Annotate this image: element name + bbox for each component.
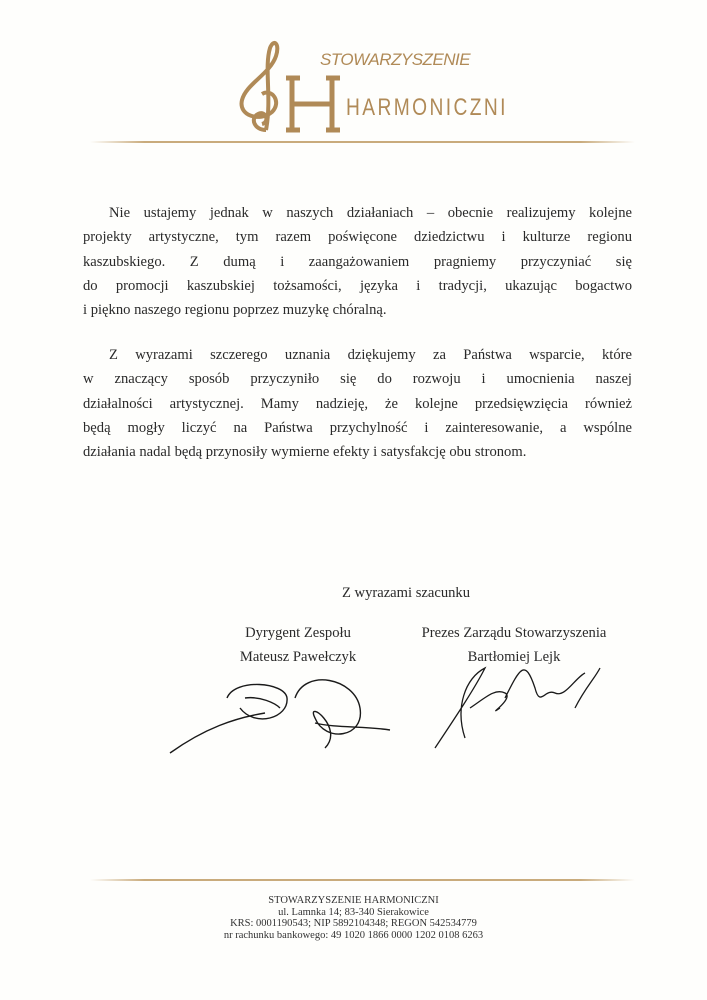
- logo-line2: HARMONICZNI: [346, 94, 508, 121]
- footer-bank: nr rachunku bankowego: 49 1020 1866 0000 1202 0108 6263: [223, 929, 484, 941]
- text-line: działania nadal będą przynosiły wymierne efekty i satysfakcję obu stronom.: [83, 444, 527, 461]
- text-line: Nie ustajemy jednak w naszych działaniach – obecnie realizujemy kolejne: [109, 205, 632, 221]
- text-line: i piękno naszego regionu poprzez muzykę chóralną.: [83, 302, 387, 319]
- signer-name: Mateusz Pawełczyk: [239, 649, 357, 665]
- footer-registry: KRS: 0001190543; NIP 5892104348; REGON 542534779: [230, 918, 477, 929]
- footer-org: STOWARZYSZENIE HARMONICZNI: [268, 895, 439, 906]
- handwritten-signature-president: [425, 648, 615, 758]
- logo-line1: STOWARZYSZENIE: [320, 50, 471, 69]
- footer: [0, 895, 707, 941]
- signature-block-conductor: [213, 621, 383, 669]
- text-line: Z wyrazami szczerego uznania dziękujemy za Państwa wsparcie, które: [109, 347, 632, 363]
- paragraph-1: [83, 201, 632, 322]
- footer-address: ul. Lamnka 14; 83-340 Sierakowice: [278, 906, 429, 918]
- signer-name: Bartłomiej Lejk: [467, 649, 561, 665]
- signer-role: Dyrygent Zespołu: [245, 625, 351, 641]
- text-line: w znaczący sposób przyczyniło się do rozwoju i umocnienia naszej: [83, 371, 632, 388]
- footer-divider: [90, 879, 635, 881]
- signer-role: Prezes Zarządu Stowarzyszenia: [421, 625, 607, 641]
- text-line: do promocji kaszubskiej tożsamości, języka i tradycji, ukazując bogactwo: [83, 277, 632, 294]
- text-line: projekty artystyczne, tym razem poświęcone dziedzictwu i kulturze regionu: [83, 229, 632, 246]
- logo: [236, 38, 508, 138]
- closing: Z wyrazami szacunku: [341, 585, 471, 601]
- text-line: kaszubskiego. Z dumą i zaangażowaniem pragniemy przyczyniać się: [83, 253, 632, 270]
- paragraph-2: [83, 343, 632, 464]
- header-divider: [90, 141, 635, 143]
- text-line: działalności artystycznej. Mamy nadzieję, że kolejne przedsięwzięcia również: [83, 395, 632, 412]
- handwritten-signature-conductor: [165, 668, 395, 758]
- text-line: będą mogły liczyć na Państwa przychylność i zainteresowanie, a wspólne: [83, 419, 632, 436]
